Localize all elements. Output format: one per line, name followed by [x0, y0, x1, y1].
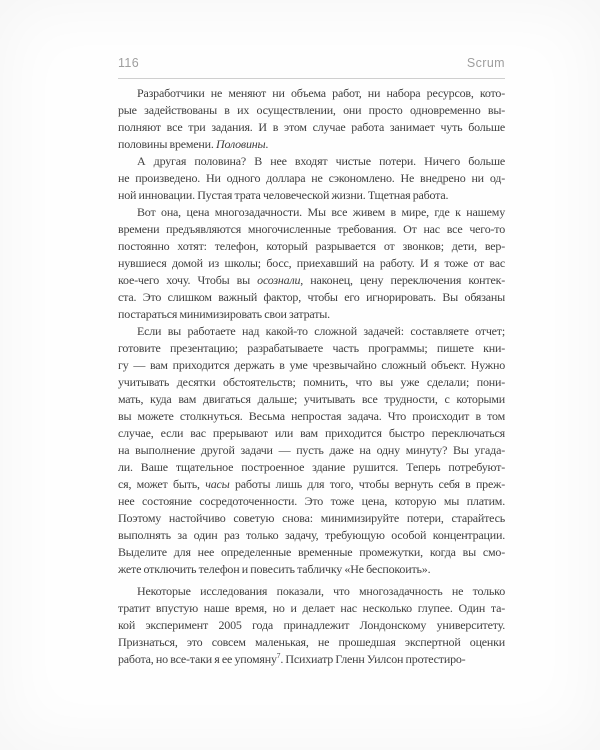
text-line: Некоторые исследования показали, что многозадачность не только	[137, 584, 505, 598]
text-line: времени предъявляются многочисленные требования. От нас все чего-то	[118, 222, 505, 236]
text-line: на выполнение другой задачи — пусть даже на одну минуту? Вы угада-	[118, 443, 505, 457]
text-line: постоянно хотят: телефон, который разрывается от звонков; дети, вер-	[118, 239, 505, 253]
text-line: нее состояние сосредоточенности. Это тоже цена, которую мы платим.	[118, 494, 505, 508]
text-line: половины времени. Половины.	[118, 137, 269, 151]
paragraph	[118, 323, 505, 578]
text-line: Выделите для нее определенные временные промежутки, когда вы смо-	[118, 545, 505, 559]
page-header	[118, 56, 505, 70]
text-line: вы можете столкнуться. Весьма непростая задача. Что происходит в том	[118, 409, 505, 423]
paragraph	[118, 85, 505, 153]
paragraph	[118, 204, 505, 323]
text-line: тратит впустую наше время, но и делает нас несколько глупее. Один та-	[118, 601, 505, 615]
text-line: случае, если вас прерывают или вам приходится быстро переключаться	[118, 426, 505, 440]
paragraph	[118, 583, 505, 668]
emphasis-text: осознали	[257, 273, 301, 287]
text-line: рые задействованы в их осуществлении, они просто одновременно вы-	[118, 103, 505, 117]
text-line: учитывать десятки обстоятельств; помнить, что вы уже сделали; пони-	[118, 375, 505, 389]
header-divider	[118, 78, 505, 79]
emphasis-text: часы	[205, 477, 230, 491]
text-line: кое-чего хочу. Чтобы вы осознали, наконец, цену переключения контек-	[118, 273, 505, 287]
text-line: полняют все три задания. И в этом случае работа занимает чуть больше	[118, 120, 505, 134]
text-line: ной инновации. Пустая трата человеческой жизни. Тщетная работа.	[118, 188, 449, 202]
running-title: Scrum	[466, 56, 505, 70]
text-line: Признаться, это совсем маленькая, не прошедшая экспертной оценки	[118, 635, 505, 649]
text-line: гу — вам приходится держать в уме чрезвычайно сложный объект. Нужно	[118, 358, 505, 372]
footnote-marker: 7	[276, 651, 281, 660]
text-line: ста. Это слишком важный фактор, чтобы его игнорировать. Вы обязаны	[118, 290, 505, 304]
paragraph	[118, 153, 505, 204]
text-line: готовите презентацию; разрабатываете часть программы; пишете кни-	[118, 341, 505, 355]
text-line: жете отключить телефон и повесить табличку «Не беспокоить».	[118, 562, 431, 576]
text-line: кой эксперимент 2005 года принадлежит Лондонскому университету.	[118, 618, 505, 632]
text-line: работа, но все-таки я ее упомяну$^7$. Психиатр Гленн Уилсон протестиро-	[118, 651, 466, 666]
text-line: Поэтому настойчиво советую снова: минимизируйте потери, старайтесь	[118, 511, 505, 525]
text-line: выполнять за один раз только задачу, требующую особой концентрации.	[118, 528, 505, 542]
text-line: А другая половина? В нее входят чистые потери. Ничего больше	[137, 154, 505, 168]
page-number: 116	[118, 56, 140, 70]
text-line: Если вы работаете над какой-то сложной задачей: составляете отчет;	[137, 324, 505, 338]
text-line: не произведено. Ни одного доллара не сэкономлено. Не внедрено ни од-	[118, 171, 505, 185]
text-line: Вот она, цена многозадачности. Мы все живем в мире, где к нашему	[137, 205, 505, 219]
emphasis-text: Половины	[215, 137, 266, 151]
page-text	[118, 85, 505, 668]
text-line: ся, может быть, часы работы лишь для того, чтобы вернуть себя в преж-	[118, 477, 505, 491]
text-line: постараться минимизировать свои затраты.	[118, 307, 330, 321]
text-line: мать, куда вам двигаться дальше; учитывать все трудности, с которыми	[118, 392, 505, 406]
text-line: ли. Ваше тщательное построенное здание рушится. Теперь потребуют-	[118, 460, 505, 474]
text-line: нувшиеся домой из школы; босс, приехавший на работу. И я тоже от вас	[118, 256, 505, 270]
text-line: Разработчики не меняют ни объема работ, ни набора ресурсов, кото-	[137, 86, 505, 100]
